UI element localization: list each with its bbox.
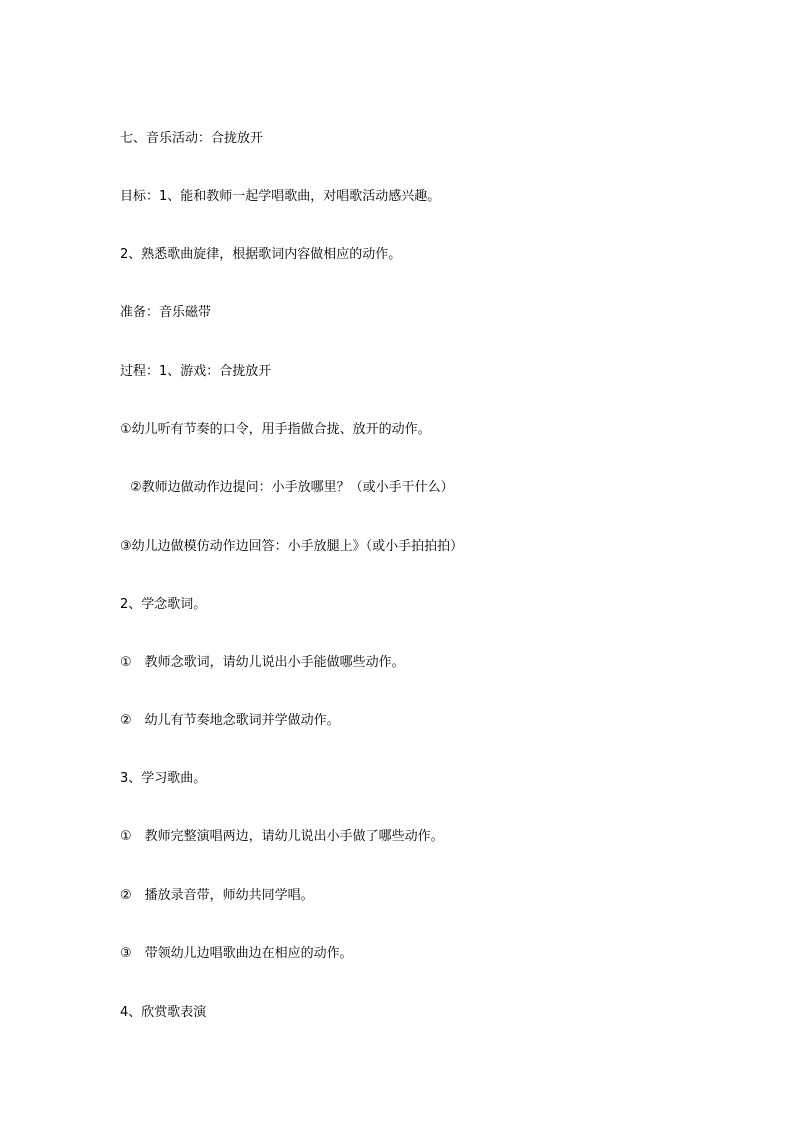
lyrics-step-2: ② 幼儿有节奏地念歌词并学做动作。 [120, 713, 340, 728]
goal-line-1: 目标：1、能和教师一起学唱歌曲，对唱歌活动感兴趣。 [120, 189, 441, 204]
lyrics-heading: 2、学念歌词。 [120, 597, 207, 612]
song-step-2: ② 播放录音带，师幼共同学唱。 [120, 888, 314, 903]
process-line-1: 过程：1、游戏：合拢放开 [120, 364, 272, 379]
goal-line-2: 2、熟悉歌曲旋律，根据歌词内容做相应的动作。 [120, 247, 402, 262]
performance-heading: 4、欣赏歌表演 [120, 1005, 207, 1020]
section-title: 七、音乐活动：合拢放开 [120, 131, 264, 146]
process-step-1: ①幼儿听有节奏的口令，用手指做合拢、放开的动作。 [120, 422, 431, 437]
song-heading: 3、学习歌曲。 [120, 771, 207, 786]
process-step-3: ③幼儿边做模仿动作边回答：小手放腿上》（或小手拍拍拍） [120, 539, 464, 554]
preparation-line: 准备：音乐磁带 [120, 305, 212, 320]
process-step-2: ②教师边做动作边提问：小手放哪里？（或小手干什么） [130, 480, 454, 495]
song-step-1: ① 教师完整演唱两边，请幼儿说出小手做了哪些动作。 [120, 829, 444, 844]
lyrics-step-1: ① 教师念歌词，请幼儿说出小手能做哪些动作。 [120, 655, 405, 670]
song-step-3: ③ 带领幼儿边唱歌曲边在相应的动作。 [120, 946, 353, 961]
